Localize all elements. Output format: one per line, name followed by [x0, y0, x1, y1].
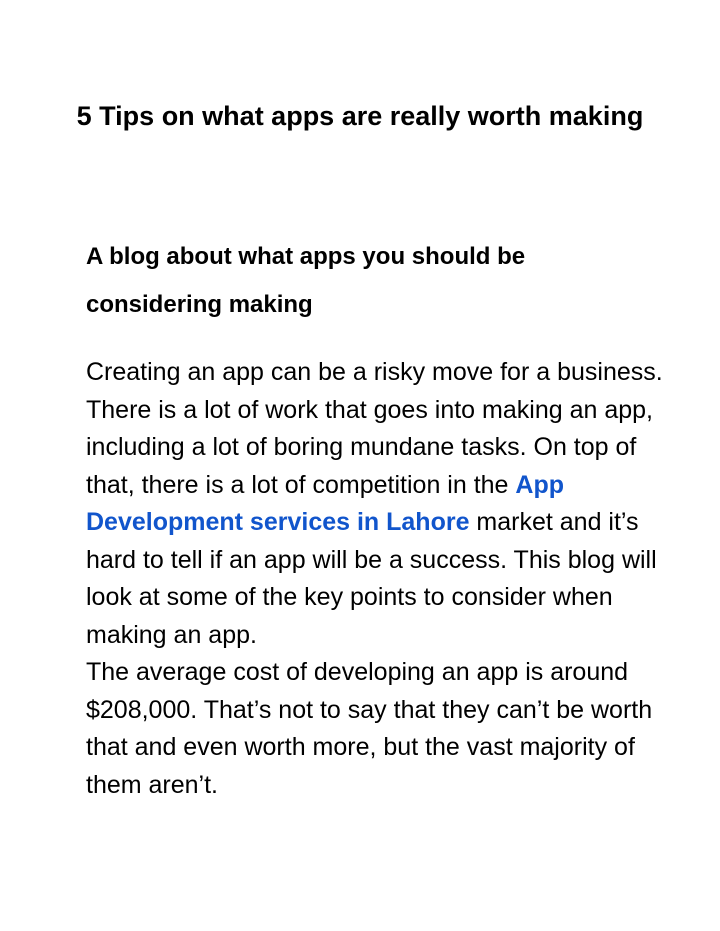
paragraph-intro-before-link: Creating an app can be a risky move for a business. There is a lot of work that goes into making an app, including a lot of boring mundane tasks. On top of that, there is a lot of competition in the — [86, 358, 663, 499]
paragraph-intro-after-link: market and it’s hard to tell if an app will be a success. This blog will look at some of the key points to consider when making an app. — [86, 508, 657, 649]
document-title: 5 Tips on what apps are really worth making — [76, 101, 644, 131]
paragraph-intro — [86, 354, 666, 654]
document-body — [86, 354, 666, 804]
app-development-lahore-link[interactable]: App Development services in Lahore — [86, 470, 565, 536]
paragraph-cost: The average cost of developing an app is around $208,000. That’s not to say that they can’t be worth that and even worth more, but the vast majority of them aren’t. — [86, 658, 653, 799]
document-subtitle: A blog about what apps you should be considering making — [86, 243, 526, 318]
